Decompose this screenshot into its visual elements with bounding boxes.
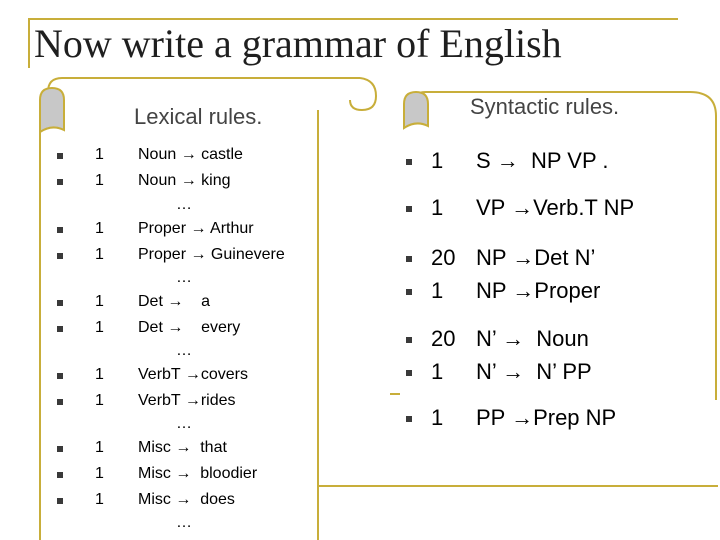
rule-count: 1	[95, 439, 104, 456]
ellipsis: …	[176, 196, 192, 213]
bullet-icon	[406, 159, 412, 165]
bullet-icon	[57, 472, 63, 478]
bullet-icon	[57, 300, 63, 306]
bullet-icon	[406, 416, 412, 422]
rule-count: 1	[95, 146, 104, 163]
rule-count: 1	[95, 366, 104, 383]
syntactic-rules-heading: Syntactic rules.	[470, 94, 620, 119]
rule-text: Noun → king	[138, 172, 231, 189]
rule-text: Noun → castle	[138, 146, 243, 163]
bullet-icon	[57, 153, 63, 159]
bullet-icon	[57, 399, 63, 405]
rule-text: Misc → bloodier	[138, 465, 258, 482]
rule-text: NP →Proper	[476, 278, 601, 303]
bullet-icon	[406, 206, 412, 212]
rule-text: Misc → does	[138, 491, 235, 508]
rule-count: 1	[95, 491, 104, 508]
rule-text: VerbT →rides	[138, 392, 236, 409]
rule-count: 1	[431, 278, 444, 303]
bullet-icon	[406, 337, 412, 343]
rule-count: 1	[431, 195, 444, 220]
rule-count: 1	[431, 405, 444, 430]
rule-text: Det → every	[138, 319, 241, 336]
rule-count: 1	[95, 293, 104, 310]
rule-text: PP →Prep NP	[476, 405, 617, 430]
rule-text: Proper → Arthur	[138, 220, 254, 237]
rule-text: Misc → that	[138, 439, 227, 456]
slide-title: Now write a grammar of English	[34, 21, 562, 66]
rule-count: 1	[95, 392, 104, 409]
lexical-rules-heading: Lexical rules.	[134, 104, 263, 129]
rule-text: N’ → N’ PP	[476, 359, 592, 384]
rule-text: VerbT →covers	[138, 366, 248, 383]
rule-text: S → NP VP .	[476, 148, 609, 173]
title-horizontal-rule	[28, 18, 678, 20]
bullet-icon	[57, 326, 63, 332]
ellipsis: …	[176, 269, 192, 286]
rule-count: 1	[431, 359, 444, 384]
ellipsis: …	[176, 415, 192, 432]
rule-count: 20	[431, 326, 456, 351]
ellipsis: …	[176, 342, 192, 359]
rule-text: VP →Verb.T NP	[476, 195, 635, 220]
rule-count: 1	[95, 220, 104, 237]
bullet-icon	[406, 256, 412, 262]
rule-count: 1	[95, 246, 104, 263]
bullet-icon	[57, 253, 63, 259]
rule-text: NP →Det N’	[476, 245, 596, 270]
title-vertical-rule	[28, 18, 30, 68]
rule-text: Proper → Guinevere	[138, 246, 285, 263]
bullet-icon	[406, 289, 412, 295]
bullet-icon	[57, 227, 63, 233]
rule-count: 1	[431, 148, 444, 173]
rule-count: 1	[95, 319, 104, 336]
rule-text: N’ → Noun	[476, 326, 589, 351]
bullet-icon	[57, 446, 63, 452]
bullet-icon	[57, 498, 63, 504]
rule-count: 20	[431, 245, 456, 270]
rule-text: Det → a	[138, 293, 211, 310]
bullet-icon	[57, 373, 63, 379]
ellipsis: …	[176, 514, 192, 531]
bullet-icon	[406, 370, 412, 376]
rule-count: 1	[95, 172, 104, 189]
bullet-icon	[57, 179, 63, 185]
rule-count: 1	[95, 465, 104, 482]
